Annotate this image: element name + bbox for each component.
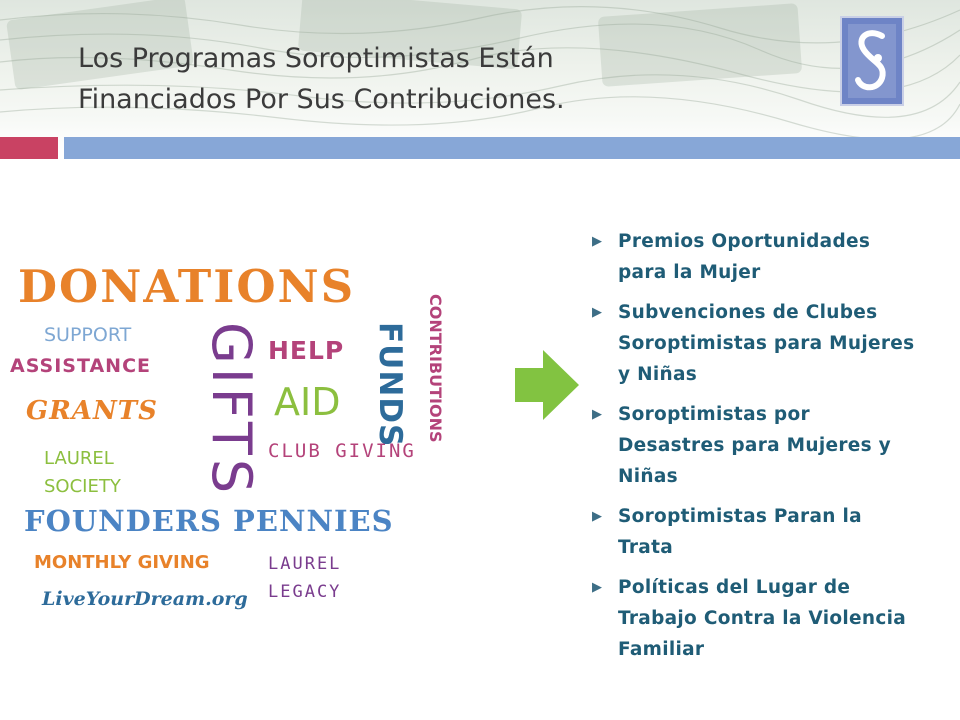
triangle-bullet-icon: ▶ xyxy=(592,509,603,524)
title-line-2: Financiados Por Sus Contribuciones. xyxy=(78,84,565,115)
word-founders-pennies: FOUNDERS PENNIES xyxy=(24,504,394,538)
list-item xyxy=(588,399,918,492)
word-laurel-legacy-line-1: LAUREL xyxy=(268,554,342,574)
right-arrow-icon xyxy=(515,350,579,424)
word-grants: GRANTS xyxy=(26,396,158,426)
accent-bar-pink xyxy=(0,137,58,159)
word-website: LiveYourDream.org xyxy=(42,588,248,610)
word-support: SUPPORT xyxy=(44,324,132,346)
accent-bar-blue xyxy=(64,137,960,159)
list-item xyxy=(588,226,918,288)
list-item-text: Soroptimistas por Desastres para Mujeres y Niñas xyxy=(618,404,892,487)
list-item xyxy=(588,572,918,665)
list-item xyxy=(588,501,918,563)
word-donations: DONATIONS xyxy=(18,260,356,313)
list-item-text: Políticas del Lugar de Trabajo Contra la Violencia Familiar xyxy=(618,577,907,660)
soroptimist-s-logo-icon xyxy=(840,16,904,106)
word-help: HELP xyxy=(268,336,345,365)
list-item xyxy=(588,297,918,390)
triangle-bullet-icon: ▶ xyxy=(592,407,603,422)
triangle-bullet-icon: ▶ xyxy=(592,305,603,320)
word-aid: AID xyxy=(274,380,341,424)
word-gifts: GIFTS xyxy=(200,322,263,498)
word-laurel-society-line-2: SOCIETY xyxy=(44,476,121,497)
program-list xyxy=(588,226,918,674)
word-monthly-giving: MONTHLY GIVING xyxy=(34,552,210,573)
title-line-1: Los Programas Soroptimistas Están xyxy=(78,43,554,74)
word-club-giving: CLUB GIVING xyxy=(268,440,416,462)
word-contributions: CONTRIBUTIONS xyxy=(426,294,445,443)
word-laurel-legacy-line-2: LEGACY xyxy=(268,582,342,602)
triangle-bullet-icon: ▶ xyxy=(592,234,603,249)
word-laurel-society-line-1: LAUREL xyxy=(44,448,114,469)
word-assistance: ASSISTANCE xyxy=(10,355,151,377)
header-banner xyxy=(0,0,960,150)
list-item-text: Premios Oportunidades para la Mujer xyxy=(618,231,871,283)
triangle-bullet-icon: ▶ xyxy=(592,580,603,595)
list-item-text: Soroptimistas Paran la Trata xyxy=(618,506,862,558)
slide-title xyxy=(78,38,778,120)
word-funds: FUNDS xyxy=(372,322,408,448)
list-item-text: Subvenciones de Clubes Soroptimistas para Mujeres y Niñas xyxy=(618,302,915,385)
